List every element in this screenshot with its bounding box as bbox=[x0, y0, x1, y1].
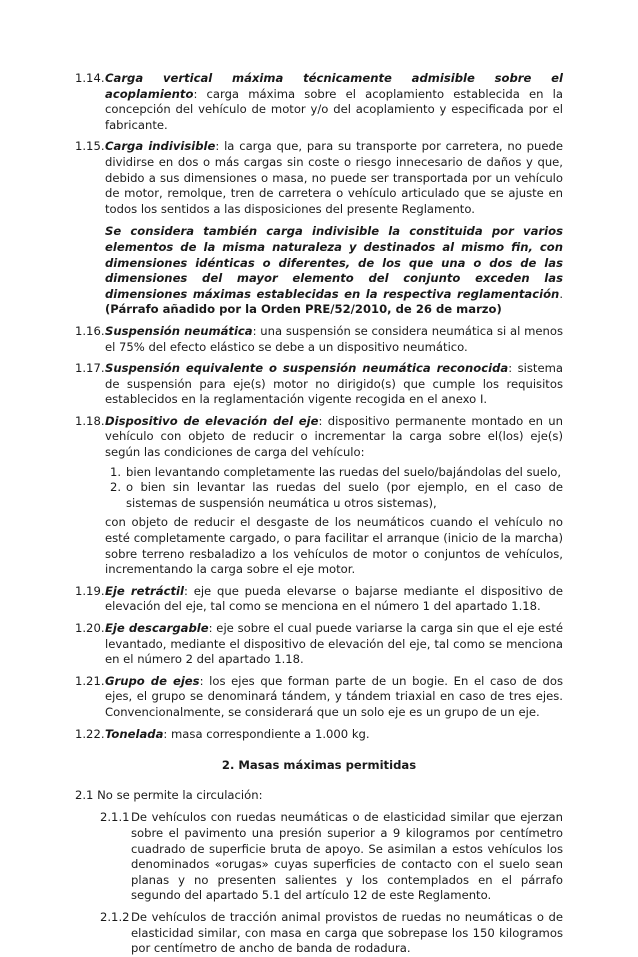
definition-text: : eje que pueda elevarse o bajarse mediante el dispositivo de elevación del eje, tal como se menciona en el número 1 del apartado 1.18. bbox=[105, 583, 563, 614]
list-item bbox=[105, 480, 563, 511]
item-number: 1.19. bbox=[75, 583, 105, 598]
list-text: o bien sin levantar las ruedas del suelo (por ejemplo, en el caso de sistemas de suspensión neumática u otros sistemas), bbox=[126, 480, 563, 510]
definition-text: : los ejes que forman parte de un bogie. En el caso de dos ejes, el grupo se denominará tándem, y tándem triaxial en caso de tres ejes. Convencionalmente, se considerará que un solo eje es un grupo de un eje. bbox=[105, 673, 563, 719]
item-number: 1.18. bbox=[75, 413, 105, 428]
item-number: 1.22. bbox=[75, 726, 105, 741]
definition-1-14 bbox=[75, 71, 563, 133]
definition-text: : eje sobre el cual puede variarse la carga sin que el eje esté levantado, mediante el dispositivo de elevación del eje, tal como se menciona en el número 2 del apartado 1.18. bbox=[105, 621, 563, 667]
amendment-period: . bbox=[559, 286, 563, 301]
term: Suspensión neumática bbox=[105, 323, 253, 338]
amendment-italic-text: Se considera también carga indivisible la constituida por varios elementos de la misma naturaleza y destinados al mismo fin, con dimensiones idénticas o diferentes, de los que una o dos de las dimensiones del mayor elemento del conjunto exceden las dimensiones máximas establecidas en la respectiva reglamentación bbox=[105, 224, 563, 301]
subitem-text: De vehículos con ruedas neumáticas o de elasticidad similar que ejerzan sobre el pavimento una presión superior a 9 kilogramos por centímetro cuadrado de superficie bruta de apoyo. Se asimilan a estos vehículos los denominados «orugas» cuyas superficies de contacto con el suelo sean planas y no presenten salientes y los contemplados en el párrafo segundo del apartado 5.1 del artículo 12 de este Reglamento. bbox=[131, 810, 563, 903]
list-text: bien levantando completamente las ruedas del suelo/bajándolas del suelo, bbox=[126, 464, 562, 479]
list-item bbox=[105, 465, 563, 481]
term: Tonelada bbox=[105, 726, 164, 741]
term: Grupo de ejes bbox=[105, 673, 200, 688]
definition-1-21 bbox=[75, 673, 563, 721]
definition-1-19 bbox=[75, 583, 563, 615]
continuation-text: con objeto de reducir el desgaste de los neumáticos cuando el vehículo no esté completamente cargado, o para facilitar el arranque (inicio de la marcha) sobre terreno resbaladizo a los vehículos de motor o conjuntos de vehículos, incrementando la carga sobre el eje motor. bbox=[105, 515, 563, 577]
definition-text: : sistema de suspensión para eje(s) motor no dirigido(s) que cumple los requisitos establecidos en la reglamentación vigente recogida en el anexo I. bbox=[105, 361, 563, 407]
definition-1-16 bbox=[75, 323, 563, 355]
item-number: 1.15. bbox=[75, 139, 105, 154]
item-number: 1.20. bbox=[75, 621, 105, 635]
section-heading: 2. Masas máximas permitidas bbox=[221, 758, 417, 773]
definition-text: : dispositivo permanente montado en un vehículo con objeto de reducir o incrementar la carga sobre el(los) eje(s) según las condiciones de carga del vehículo: bbox=[105, 413, 563, 460]
definition-1-15 bbox=[75, 139, 563, 318]
amendment-note: (Párrafo añadido por la Orden PRE/52/2010, de 26 de marzo) bbox=[105, 302, 502, 317]
definition-text: : la carga que, para su transporte por carretera, no puede dividirse en dos o más cargas sin coste o riesgo innecesario de daños y que, debido a sus dimensiones o masa, no puede ser transportada por un vehículo de motor, remolque, tren de carretera o vehículo articulado que se ajuste en todos los sentidos a las disposiciones del presente Reglamento. bbox=[105, 139, 563, 216]
definition-text: : una suspensión se considera neumática si al menos el 75% del efecto elástico se debe a un dispositivo neumático. bbox=[105, 323, 563, 354]
item-number: 1.16. bbox=[75, 323, 105, 338]
term: Suspensión equivalente o suspensión neumática reconocida bbox=[105, 361, 509, 376]
subitem-2-1-2 bbox=[100, 909, 563, 957]
subitem-number: 2.1.1 bbox=[100, 810, 130, 825]
subitem-number: 2.1.2 bbox=[100, 909, 130, 924]
term: Dispositivo de elevación del eje bbox=[105, 413, 319, 428]
definition-1-20 bbox=[75, 621, 563, 668]
item-number: 1.14. bbox=[75, 71, 105, 85]
definition-1-17 bbox=[75, 361, 563, 408]
term: Eje descargable bbox=[105, 621, 209, 635]
condition-list bbox=[105, 465, 563, 512]
subitem-2-1-1 bbox=[100, 810, 563, 904]
list-number: 2. bbox=[110, 480, 122, 495]
definition-text: : carga máxima sobre el acoplamiento establecida en la concepción del vehículo de motor y/o del acoplamiento y especificada por el fabricante. bbox=[105, 86, 563, 132]
definition-text: : masa correspondiente a 1.000 kg. bbox=[163, 726, 370, 741]
term: Eje retráctil bbox=[105, 583, 184, 598]
subitem-text: De vehículos de tracción animal provistos de ruedas no neumáticas o de elasticidad similar, con masa en carga que sobrepase los 150 kilogramos por centímetro de ancho de banda de rodadura. bbox=[131, 909, 563, 956]
definition-1-18 bbox=[75, 413, 563, 578]
item-number: 1.21. bbox=[75, 673, 105, 688]
list-number: 1. bbox=[110, 464, 122, 479]
section-intro: 2.1 No se permite la circulación: bbox=[75, 787, 263, 802]
term: Carga vertical máxima técnicamente admisible sobre el acoplamiento bbox=[105, 71, 563, 101]
term: Carga indivisible bbox=[105, 139, 216, 154]
item-number: 1.17. bbox=[75, 361, 105, 376]
definition-1-22 bbox=[75, 726, 563, 743]
